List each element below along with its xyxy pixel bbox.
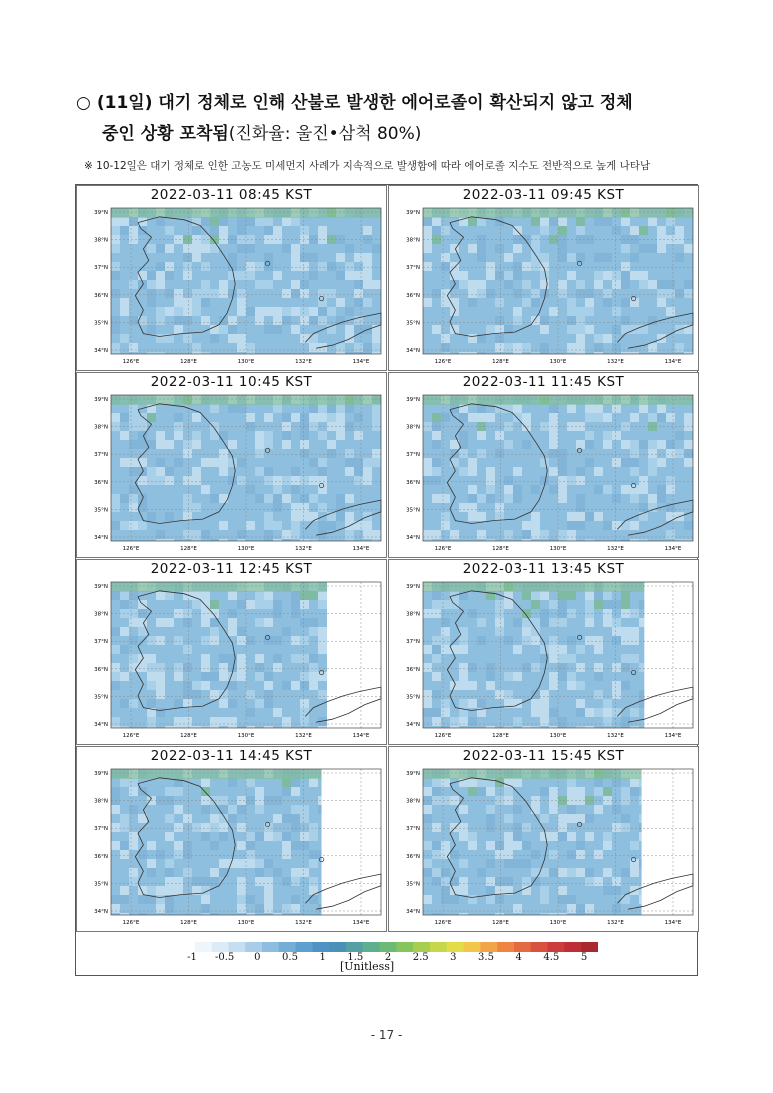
lon-label: 132°E xyxy=(295,920,312,926)
lat-label: 39°N xyxy=(406,584,420,590)
colorbar-swatch xyxy=(363,942,380,952)
lat-label: 39°N xyxy=(94,584,108,590)
colorbar-swatch xyxy=(430,942,447,952)
lat-label: 34°N xyxy=(94,348,108,354)
lat-label: 37°N xyxy=(406,826,420,833)
colorbar-tick-label: 3 xyxy=(450,952,457,963)
bullet-circle-icon: ○ xyxy=(76,93,91,113)
colorbar-tick-label: 4.5 xyxy=(543,952,560,963)
no-data-region xyxy=(642,769,693,915)
lat-label: 35°N xyxy=(406,881,420,888)
lon-label: 130°E xyxy=(549,920,567,926)
lat-label: 36°N xyxy=(406,666,420,673)
lat-label: 39°N xyxy=(406,397,420,403)
aerosol-map xyxy=(77,373,388,559)
no-data-region xyxy=(327,582,381,728)
lat-label: 34°N xyxy=(406,348,420,354)
panel-title: 2022-03-11 14:45 KST xyxy=(150,748,313,764)
lon-label: 128°E xyxy=(492,920,509,926)
colorbar-tick-label: 0 xyxy=(254,952,261,963)
colorbar-swatch xyxy=(581,942,598,952)
lat-label: 37°N xyxy=(94,639,108,646)
lon-label: 130°E xyxy=(549,359,567,365)
colorbar-tick-label: 0.5 xyxy=(282,952,298,963)
lon-label: 128°E xyxy=(180,546,197,552)
lon-label: 128°E xyxy=(492,733,509,739)
colorbar-swatch xyxy=(245,942,262,952)
aerosol-map xyxy=(77,186,388,372)
panel-title: 2022-03-11 12:45 KST xyxy=(150,561,313,577)
colorbar-swatch xyxy=(396,942,413,952)
lat-label: 34°N xyxy=(406,722,420,728)
section-heading xyxy=(76,88,716,118)
colorbar-swatch xyxy=(564,942,581,952)
lat-label: 37°N xyxy=(406,265,420,272)
lat-label: 37°N xyxy=(406,452,420,459)
lat-label: 38°N xyxy=(94,611,108,618)
colorbar-tick-label: 2 xyxy=(384,952,392,963)
colorbar-swatch xyxy=(447,942,464,952)
lon-label: 126°E xyxy=(434,546,452,552)
colorbar-tick-label: 4 xyxy=(515,952,522,963)
map-panel xyxy=(388,372,699,558)
colorbar-swatch xyxy=(279,942,296,952)
lon-label: 126°E xyxy=(434,733,452,739)
aerosol-map xyxy=(77,560,388,746)
heading-line2-bold: 중인 상황 포착됨 xyxy=(102,124,229,144)
lon-label: 132°E xyxy=(607,733,624,739)
lon-label: 126°E xyxy=(122,733,140,739)
lat-label: 34°N xyxy=(94,909,108,915)
colorbar-swatch xyxy=(296,942,313,952)
lon-label: 134°E xyxy=(664,546,682,552)
lat-label: 36°N xyxy=(94,666,108,673)
lon-label: 134°E xyxy=(352,733,370,739)
panel-title: 2022-03-11 10:45 KST xyxy=(150,374,313,390)
lon-label: 130°E xyxy=(549,546,567,552)
lat-label: 37°N xyxy=(94,265,108,272)
lon-label: 130°E xyxy=(237,920,255,926)
lat-label: 34°N xyxy=(406,535,420,541)
aerosol-map xyxy=(389,186,700,372)
colorbar-tick-label: 5 xyxy=(580,952,588,963)
colorbar-swatch xyxy=(497,942,514,952)
lat-label: 35°N xyxy=(406,694,420,701)
lat-label: 34°N xyxy=(94,535,108,541)
lon-label: 128°E xyxy=(180,359,197,365)
lon-label: 126°E xyxy=(434,359,452,365)
colorbar-tick-label: 1.5 xyxy=(347,952,364,963)
lon-label: 132°E xyxy=(607,359,624,365)
panel-title: 2022-03-11 15:45 KST xyxy=(462,748,625,764)
lon-label: 134°E xyxy=(352,546,370,552)
colorbar-tick-label: 1 xyxy=(319,952,326,963)
lat-label: 35°N xyxy=(94,320,108,327)
colorbar-tick-label: -1 xyxy=(187,952,197,963)
lat-label: 37°N xyxy=(94,826,108,833)
lon-label: 126°E xyxy=(122,920,140,926)
lat-label: 36°N xyxy=(94,292,108,299)
colorbar-swatch xyxy=(228,942,245,952)
colorbar xyxy=(178,942,598,952)
lat-label: 38°N xyxy=(94,424,108,431)
lat-label: 34°N xyxy=(406,909,420,915)
map-panel xyxy=(76,372,387,558)
lat-label: 35°N xyxy=(94,881,108,888)
heading-line1: (11일) 대기 정체로 인해 산불로 발생한 에어로졸이 확산되지 않고 정체 xyxy=(96,93,633,113)
lon-label: 128°E xyxy=(180,733,197,739)
lat-label: 38°N xyxy=(94,237,108,244)
lat-label: 35°N xyxy=(94,507,108,514)
lat-label: 35°N xyxy=(406,320,420,327)
lat-label: 36°N xyxy=(406,292,420,299)
colorbar-swatch xyxy=(262,942,279,952)
lat-label: 38°N xyxy=(94,798,108,805)
colorbar-swatch xyxy=(514,942,531,952)
lon-label: 132°E xyxy=(295,733,312,739)
lon-label: 134°E xyxy=(352,359,370,365)
colorbar-swatch xyxy=(178,942,195,952)
colorbar-swatch xyxy=(212,942,229,952)
aerosol-map xyxy=(77,747,388,933)
lon-label: 134°E xyxy=(664,359,682,365)
heading-line2-normal: (진화율: 울진•삼척 80%) xyxy=(228,124,422,144)
lat-label: 37°N xyxy=(94,452,108,459)
lon-label: 134°E xyxy=(352,920,370,926)
colorbar-swatch xyxy=(464,942,481,952)
map-panel xyxy=(388,185,699,371)
lat-label: 38°N xyxy=(406,611,420,618)
panel-title: 2022-03-11 13:45 KST xyxy=(462,561,625,577)
aerosol-map xyxy=(389,560,700,746)
panel-title: 2022-03-11 11:45 KST xyxy=(462,374,625,390)
lon-label: 128°E xyxy=(492,359,509,365)
lat-label: 39°N xyxy=(94,397,108,403)
no-data-region xyxy=(644,582,693,728)
lat-label: 39°N xyxy=(94,210,108,216)
map-panel xyxy=(76,559,387,745)
colorbar-swatch xyxy=(195,942,212,952)
lat-label: 35°N xyxy=(94,694,108,701)
colorbar-tick-label: 3.5 xyxy=(478,952,494,963)
colorbar-swatch xyxy=(346,942,363,952)
map-panel xyxy=(388,559,699,745)
lat-label: 36°N xyxy=(406,853,420,860)
lat-label: 36°N xyxy=(94,479,108,486)
lon-label: 128°E xyxy=(180,920,197,926)
lon-label: 132°E xyxy=(607,546,624,552)
lat-label: 37°N xyxy=(406,639,420,646)
lon-label: 130°E xyxy=(237,359,255,365)
panel-title: 2022-03-11 09:45 KST xyxy=(462,187,625,203)
lat-label: 39°N xyxy=(406,210,420,216)
colorbar-swatch xyxy=(548,942,565,952)
map-panel xyxy=(76,185,387,371)
lon-label: 134°E xyxy=(664,920,682,926)
lon-label: 126°E xyxy=(122,359,140,365)
colorbar-swatch xyxy=(312,942,329,952)
lat-label: 36°N xyxy=(94,853,108,860)
lon-label: 132°E xyxy=(295,546,312,552)
colorbar-swatch xyxy=(480,942,497,952)
colorbar-tick-label: 2.5 xyxy=(412,952,429,963)
colorbar-unit: [Unitless] xyxy=(340,960,395,973)
aerosol-map xyxy=(389,747,700,933)
lon-label: 134°E xyxy=(664,733,682,739)
colorbar-swatch xyxy=(380,942,397,952)
lat-label: 35°N xyxy=(406,507,420,514)
colorbar-swatch xyxy=(531,942,548,952)
lat-label: 39°N xyxy=(406,771,420,777)
lon-label: 126°E xyxy=(122,546,140,552)
lon-label: 130°E xyxy=(237,546,255,552)
lat-label: 38°N xyxy=(406,798,420,805)
lat-label: 38°N xyxy=(406,424,420,431)
lat-label: 39°N xyxy=(94,771,108,777)
lon-label: 132°E xyxy=(295,359,312,365)
no-data-region xyxy=(322,769,381,915)
lon-label: 126°E xyxy=(434,920,452,926)
lon-label: 128°E xyxy=(492,546,509,552)
lon-label: 130°E xyxy=(549,733,567,739)
lat-label: 38°N xyxy=(406,237,420,244)
colorbar-swatch xyxy=(329,942,346,952)
colorbar-swatch xyxy=(413,942,430,952)
colorbar-tick-label: -0.5 xyxy=(215,952,235,963)
map-panel xyxy=(76,746,387,932)
lat-label: 36°N xyxy=(406,479,420,486)
footnote: ※ 10-12일은 대기 정체로 인한 고농도 미세먼지 사례가 지속적으로 발생함에 따라 에어로졸 지수도 전반적으로 높게 나타남 xyxy=(84,160,651,172)
heading-line2 xyxy=(102,119,421,144)
map-panel xyxy=(388,746,699,932)
page-number: - 17 - xyxy=(370,1028,403,1042)
aerosol-map xyxy=(389,373,700,559)
lon-label: 130°E xyxy=(237,733,255,739)
lat-label: 34°N xyxy=(94,722,108,728)
panel-title: 2022-03-11 08:45 KST xyxy=(150,187,313,203)
lon-label: 132°E xyxy=(607,920,624,926)
